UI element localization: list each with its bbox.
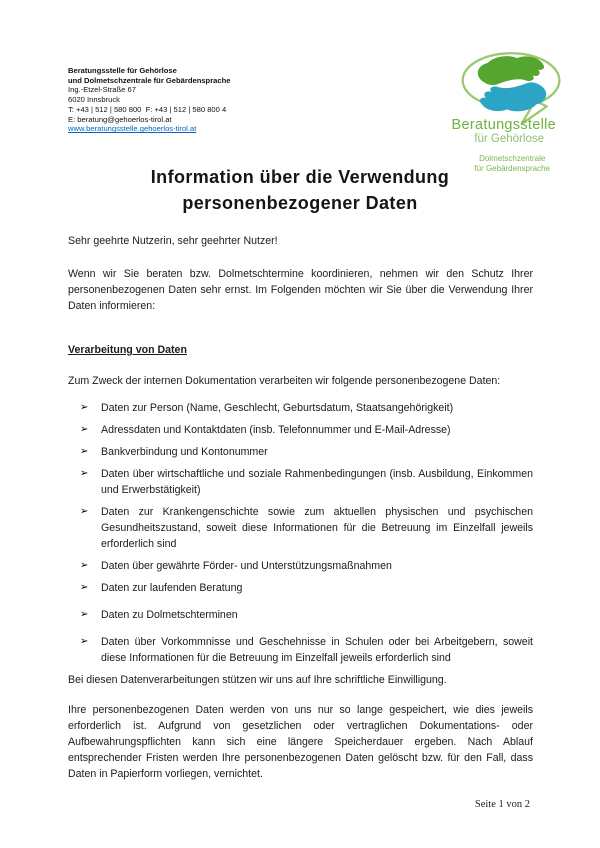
page-title [0,164,600,216]
list-intro: Zum Zweck der internen Dokumentation verarbeiten wir folgende personenbezogene Daten: [68,375,501,387]
data-categories-list [68,400,533,666]
arrow-bullet-icon: ➢ [80,468,89,479]
list-item-text: Daten zur Person (Name, Geschlecht, Geburtsdatum, Staatsangehörigkeit) [101,402,454,414]
logo-name-line1: Beratungsstelle [451,117,556,133]
arrow-bullet-icon: ➢ [80,636,89,647]
address-street: Ing.-Etzel-Straße 67 [68,85,136,95]
arrow-bullet-icon: ➢ [80,582,89,593]
letterhead [68,66,230,134]
list-item-text: Daten über wirtschaftliche und soziale Rahmenbedingungen (insb. Ausbildung, Einkommen und Erwerbstätigkeit) [101,468,533,496]
arrow-bullet-icon: ➢ [80,402,89,413]
arrow-bullet-icon: ➢ [80,446,89,457]
list-item [68,400,533,416]
section-heading: Verarbeitung von Daten [68,344,187,356]
arrow-bullet-icon: ➢ [80,506,89,517]
list-item [68,466,533,498]
list-item [68,607,533,623]
list-item [68,422,533,438]
list-item-text: Daten zur Krankengenschichte sowie zum aktuellen physischen und psychischen Gesundheitszustand, soweit diese Informationen für die Betreuung im Einzelfall jeweils erforderlich sind [101,506,533,550]
arrow-bullet-icon: ➢ [80,609,89,620]
page-title-line1: Information über die Verwendung [150,167,450,187]
list-item-text: Daten über Vorkommnisse und Geschehnisse in Schulen oder bei Arbeitgebern, soweit diese Informationen für die Betreuung im Einzelfall jeweils erforderlich sind [101,636,533,664]
list-item-text: Daten zu Dolmetschterminen [101,609,238,621]
arrow-bullet-icon: ➢ [80,560,89,571]
org-name-line2: und Dolmetschzentrale für Gebärdensprache [68,75,231,85]
org-name-line1: Beratungsstelle für Gehörlose [68,66,177,75]
document-body [68,233,533,782]
greeting: Sehr geehrte Nutzerin, sehr geehrter Nutzer! [68,235,278,247]
organization-logo [400,50,572,174]
intro-paragraph: Wenn wir Sie beraten bzw. Dolmetschtermine koordinieren, nehmen wir den Schutz Ihrer personenbezogenen Daten sehr ernst. Im Folgenden möchten wir Sie über die Verwendung Ihrer Daten informieren: [68,268,533,312]
consent-paragraph: Bei diesen Datenverarbeitungen stützen wir uns auf Ihre schriftliche Einwilligung. [68,674,447,686]
logo-name-line2: für Gehörlose [474,133,544,145]
logo-subtitle-line2: für Gebärdensprache [474,164,550,173]
retention-paragraph: Ihre personenbezogenen Daten werden von uns nur so lange gespeichert, wie dies jeweils erforderlich ist. Aufgrund von gesetzlichen oder vertraglichen Dokumentations- oder Aufbewahrungspflichten kann sich eine längere Speicherdauer ergeben. Nach Ablauf entsprechender Fristen werden Ihre personenbezogenen Daten gelöscht bzw. für den Fall, dass Daten in Papierform vorliegen, vernichtet. [68,704,533,780]
list-item [68,444,533,460]
email-line: E: beratung@gehoerlos-tirol.at [68,114,172,124]
list-item [68,634,533,666]
list-item-text: Adressdaten und Kontaktdaten (insb. Telefonnummer und E-Mail-Adresse) [101,424,451,436]
website-link[interactable]: www.beratungsstelle.gehoerlos-tirol.at [68,124,197,134]
page-title-line2: personenbezogener Daten [182,193,418,213]
list-item [68,504,533,552]
list-item-text: Bankverbindung und Kontonummer [101,446,268,458]
address-city: 6020 Innsbruck [68,95,120,105]
logo-subtitle-line1: Dolmetschzentrale [479,154,546,163]
list-item [68,558,533,574]
arrow-bullet-icon: ➢ [80,424,89,435]
page-number: Seite 1 von 2 [474,799,530,810]
list-item [68,580,533,596]
phone-fax-line: T: +43 | 512 | 580 800 F: +43 | 512 | 580 800 4 [68,104,227,114]
list-item-text: Daten zur laufenden Beratung [101,582,243,594]
list-item-text: Daten über gewährte Förder- und Unterstützungsmaßnahmen [101,560,392,572]
